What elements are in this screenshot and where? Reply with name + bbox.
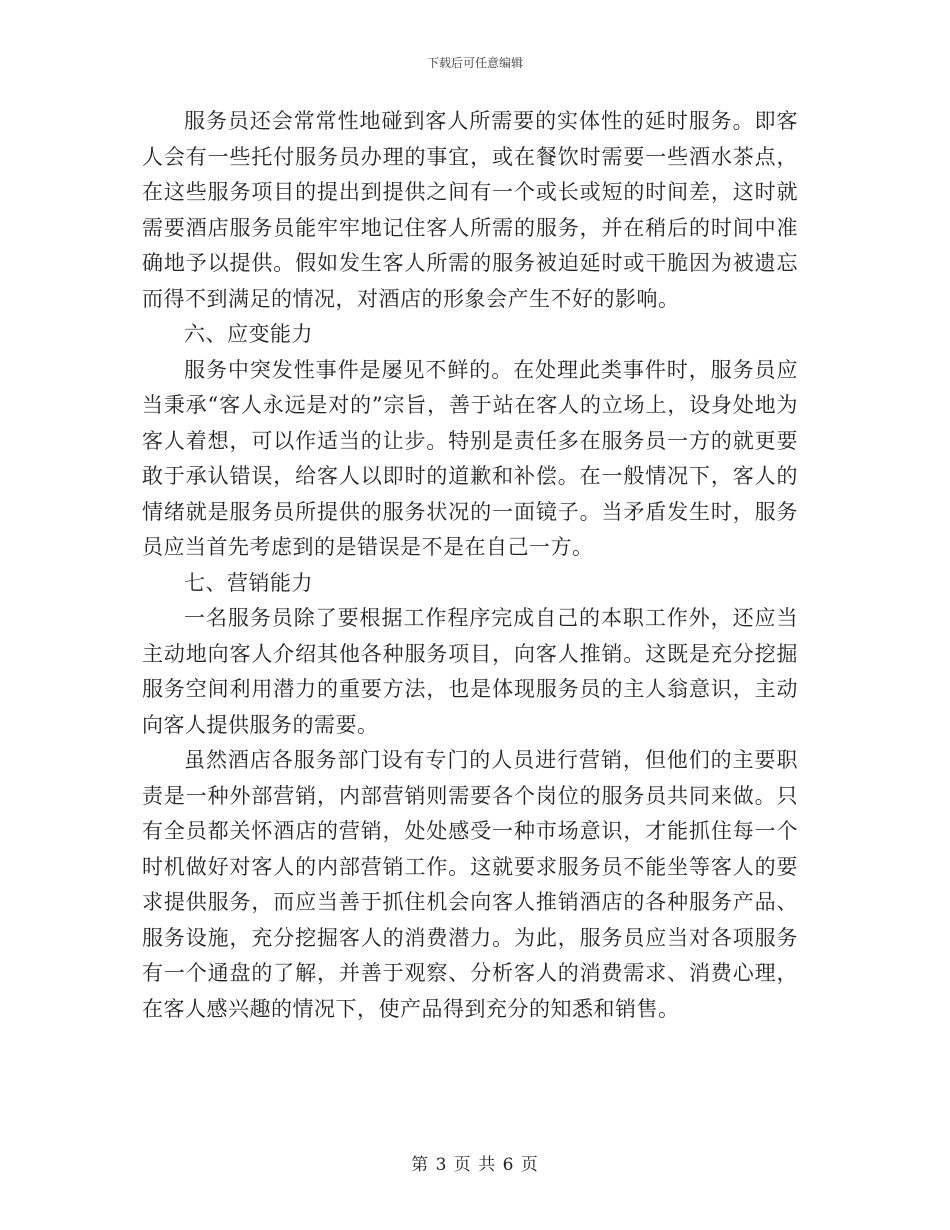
document-body — [142, 104, 798, 1027]
paragraph-adaptability: 服务中突发性事件是屡见不鲜的。在处理此类事件时，服务员应当秉承“客人永远是对的”宗旨，善于站在客人的立场上，设身处地为客人着想，可以作适当的让步。特别是责任多在服务员一方的就更要敢于承认错误，给客人以即时的道歉和补偿。在一般情况下，客人的情绪就是服务员所提供的服务状况的一面镜子。当矛盾发生时，服务员应当首先考虑到的是错误是不是在自己一方。 — [142, 357, 798, 559]
section-heading-adaptability: 六、应变能力 — [184, 322, 313, 346]
page-header: 下载后可任意编辑 — [426, 56, 523, 70]
page-number-footer: 第 3 页 共 6 页 — [411, 1155, 539, 1175]
paragraph-marketing-intro: 一名服务员除了要根据工作程序完成自己的本职工作外，还应当主动地向客人介绍其他各种服务项目，向客人推销。这既是充分挖掘服务空间利用潜力的重要方法，也是体现服务员的主人翁意识，主动向客人提供服务的需要。 — [142, 606, 798, 737]
section-heading-marketing: 七、营销能力 — [184, 570, 313, 595]
paragraph-internal-marketing: 虽然酒店各服务部门设有专门的人员进行营销，但他们的主要职责是一种外部营销，内部营销则需要各个岗位的服务员共同来做。只有全员都关怀酒店的营销，处处感受一种市场意识，才能抓住每一个时机做好对客人的内部营销工作。这就要求服务员不能坐等客人的要求提供服务，而应当善于抓住机会向客人推销酒店的各种服务产品、服务设施，充分挖掘客人的消费潜力。为此，服务员应当对各项服务有一个通盘的了解，并善于观察、分析客人的消费需求、消费心理，在客人感兴趣的情况下，使产品得到充分的知悉和销售。 — [142, 748, 798, 1021]
paragraph-delayed-service: 服务员还会常常性地碰到客人所需要的实体性的延时服务。即客人会有一些托付服务员办理的事宜，或在餐饮时需要一些酒水茶点，在这些服务项目的提出到提供之间有一个或长或短的时间差，这时就需要酒店服务员能牢牢地记住客人所需的服务，并在稍后的时间中准确地予以提供。假如发生客人所需的服务被迫延时或干脆因为被遗忘而得不到满足的情况，对酒店的形象会产生不好的影响。 — [142, 109, 798, 311]
